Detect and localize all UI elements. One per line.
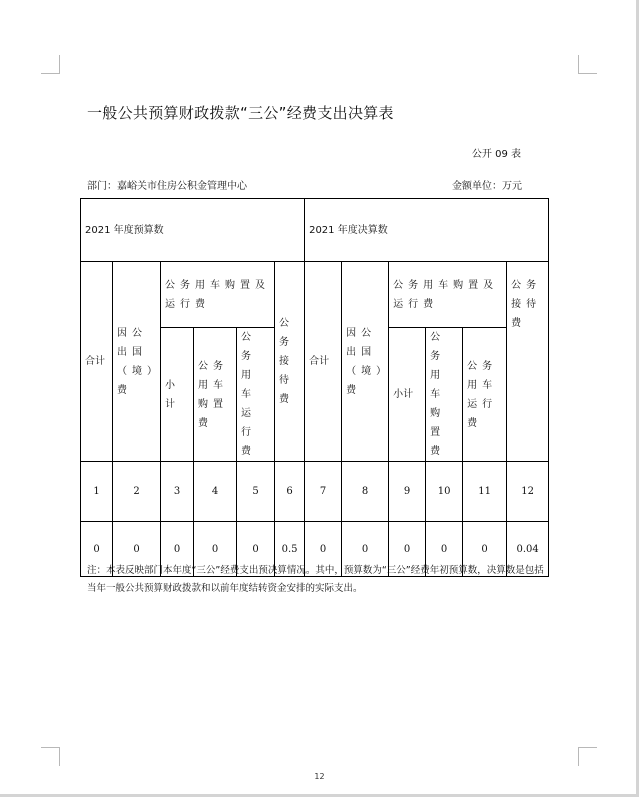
group-header-row bbox=[81, 199, 549, 262]
three-public-expense-table bbox=[80, 198, 549, 577]
final-vehicle-group-header: 公务用车购置及运行费 bbox=[389, 262, 507, 328]
column-number: 5 bbox=[237, 462, 275, 522]
final-abroad-header: 因公出国（境）费 bbox=[342, 262, 389, 462]
amount-unit-label: 金额单位：万元 bbox=[452, 181, 522, 192]
column-number: 8 bbox=[342, 462, 389, 522]
value-cell: 0 bbox=[426, 522, 463, 577]
budget-vehicle-operation-header: 公务用车运行费 bbox=[237, 328, 275, 462]
value-cell: 0 bbox=[194, 522, 237, 577]
value-cell: 0 bbox=[389, 522, 426, 577]
page-number: 12 bbox=[314, 772, 325, 781]
budget-vehicle-group-header: 公务用车购置及运行费 bbox=[161, 262, 275, 328]
form-number: 公开 09 表 bbox=[471, 149, 521, 160]
crop-mark-bottom-left bbox=[41, 747, 60, 766]
budget-abroad-header: 因公出国（境）费 bbox=[113, 262, 161, 462]
budget-vehicle-purchase-header: 公务用车购置费 bbox=[194, 328, 237, 462]
crop-mark-top-left bbox=[41, 55, 60, 74]
final-group-header: 2021 年度决算数 bbox=[305, 199, 549, 262]
final-vehicle-purchase-header: 公务用车购置费 bbox=[426, 328, 463, 462]
value-cell: 0 bbox=[237, 522, 275, 577]
value-cell: 0 bbox=[81, 522, 113, 577]
table-note: 注：本表反映部门本年度“三公”经费支出预决算情况。其中，预算数为“三公”经费年初预算数，决算数是包括当年一般公共预算财政拨款和以前年度结转资金安排的实际支出。 bbox=[87, 565, 544, 594]
crop-mark-top-right bbox=[578, 55, 597, 74]
final-total-header: 合计 bbox=[305, 262, 342, 462]
value-cell: 0 bbox=[113, 522, 161, 577]
budget-reception-header: 公务接待费 bbox=[275, 262, 305, 462]
column-number: 1 bbox=[81, 462, 113, 522]
value-cell: 0 bbox=[463, 522, 507, 577]
column-number: 9 bbox=[389, 462, 426, 522]
final-reception-header: 公务接待费 bbox=[507, 262, 549, 462]
value-cell: 0.04 bbox=[507, 522, 549, 577]
column-number-row bbox=[81, 462, 549, 522]
value-cell: 0.5 bbox=[275, 522, 305, 577]
column-number: 11 bbox=[463, 462, 507, 522]
budget-subtotal-header: 小计 bbox=[161, 328, 194, 462]
value-cell: 0 bbox=[161, 522, 194, 577]
column-number: 4 bbox=[194, 462, 237, 522]
value-cell: 0 bbox=[342, 522, 389, 577]
column-number: 3 bbox=[161, 462, 194, 522]
column-number: 7 bbox=[305, 462, 342, 522]
budget-total-header: 合计 bbox=[81, 262, 113, 462]
column-header-row bbox=[81, 262, 549, 328]
value-cell: 0 bbox=[305, 522, 342, 577]
crop-mark-bottom-right bbox=[578, 747, 597, 766]
column-number: 10 bbox=[426, 462, 463, 522]
final-subtotal-header: 小计 bbox=[389, 328, 426, 462]
column-number: 12 bbox=[507, 462, 549, 522]
column-number: 2 bbox=[113, 462, 161, 522]
column-number: 6 bbox=[275, 462, 305, 522]
final-vehicle-operation-header: 公务用车运行费 bbox=[463, 328, 507, 462]
document-title: 一般公共预算财政拨款“三公”经费支出决算表 bbox=[87, 104, 394, 122]
budget-group-header: 2021 年度预算数 bbox=[81, 199, 305, 262]
department-label: 部门：嘉峪关市住房公积金管理中心 bbox=[87, 181, 247, 192]
